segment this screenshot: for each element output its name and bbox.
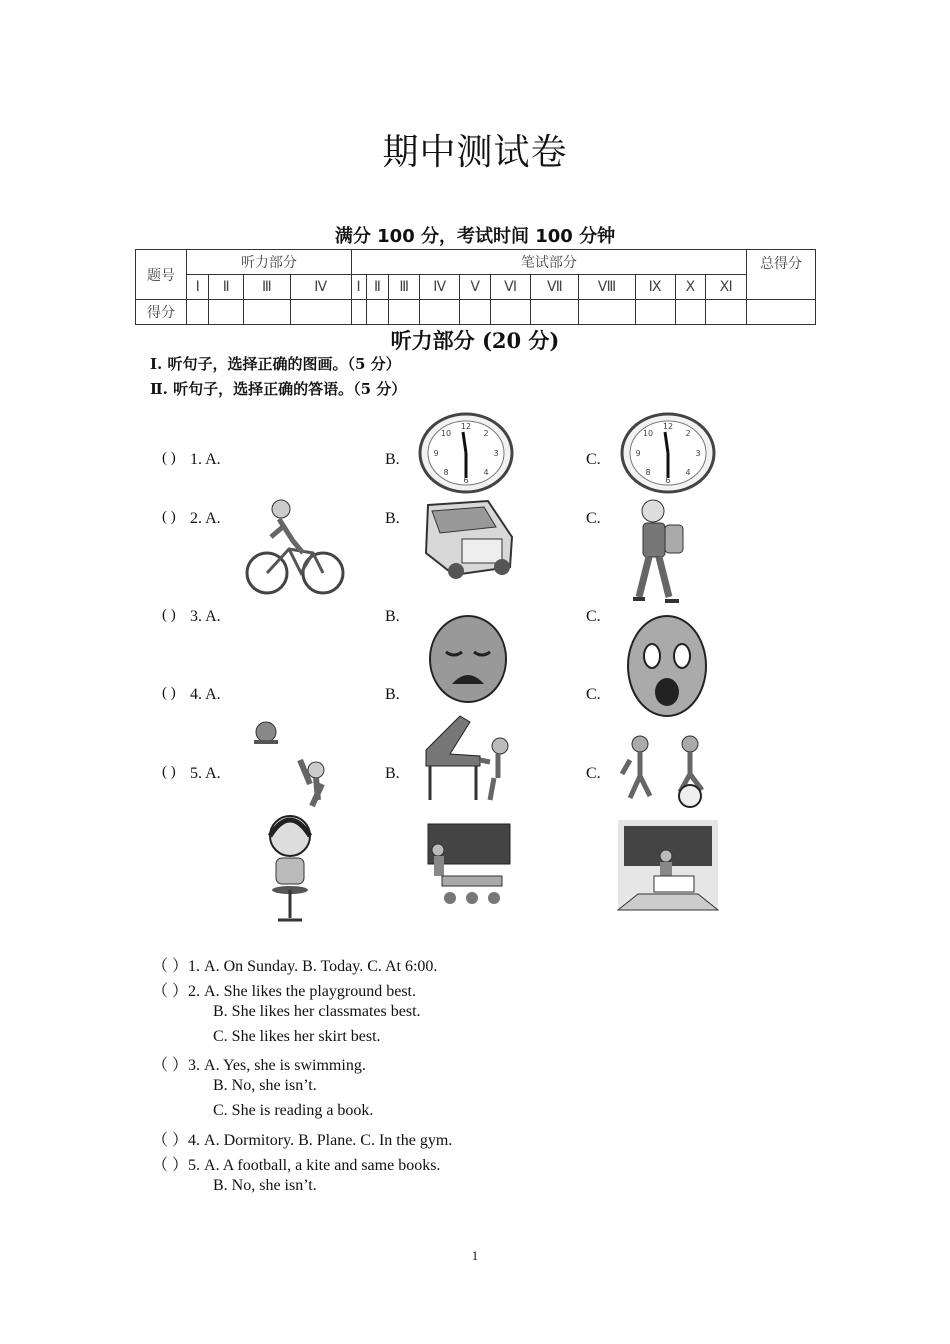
option-c-label: C. [586,686,601,703]
numeral-cell: Ⅲ [389,275,420,300]
score-input-cell[interactable] [460,300,491,325]
clock-picture [620,412,716,494]
option-c-label: C. [586,510,601,527]
table-header-row [136,250,816,275]
score-input-cell[interactable] [187,300,209,325]
score-input-cell[interactable] [579,300,635,325]
score-input-cell[interactable] [244,300,291,325]
section-2-title: Ⅱ. 听句子，选择正确的答语。（5 分） [150,380,407,398]
option-line: B. She likes her classmates best. [213,1003,421,1020]
option-c-label: C. [586,765,601,782]
score-row [136,300,816,325]
svg-text:12: 12 [662,422,674,431]
question-line: 5. A. A football, a kite and same books. [188,1157,441,1174]
walking-boy-picture [625,497,691,607]
numeral-cell: Ⅺ [706,275,747,300]
svg-text:2: 2 [685,429,691,438]
listening-header-cell: 听力部分 [187,250,352,275]
answer-blank[interactable]: ( ) [162,450,176,466]
numeral-cell: Ⅸ [635,275,675,300]
option-line: B. No, she isn’t. [213,1177,317,1194]
numeral-cell: Ⅳ [420,275,460,300]
football-picture [618,734,718,808]
bus-picture [418,497,514,581]
svg-text:9: 9 [433,449,439,458]
score-input-cell[interactable] [675,300,706,325]
question-line: 4. A. Dormitory. B. Plane. C. In the gym. [188,1132,453,1149]
clock-picture [418,412,514,494]
numeral-cell: Ⅷ [579,275,635,300]
page-title: 期中测试卷 [382,132,568,173]
question-line: 2. A. She likes the playground best. [188,983,416,1000]
option-a-label: 4. A. [190,686,221,703]
basketball-picture [246,720,342,810]
surprised-face-picture [626,614,708,718]
bike-picture [243,497,347,597]
svg-text:10: 10 [440,429,452,438]
answer-blank[interactable]: （ ） [152,1132,189,1149]
answer-blank[interactable]: （ ） [152,983,189,1000]
piano-picture [420,710,516,806]
answer-blank[interactable]: ( ) [162,764,176,780]
score-input-cell[interactable] [389,300,420,325]
section-1-title: Ⅰ. 听句子，选择正确的图画。（5 分） [150,355,401,373]
svg-text:9: 9 [635,449,641,458]
option-a-label: 3. A. [190,608,221,625]
svg-text:10: 10 [642,429,654,438]
svg-text:4: 4 [685,468,691,477]
score-label-cell: 得分 [136,300,187,325]
question-line: 1. A. On Sunday. B. Today. C. At 6:00. [188,958,438,975]
option-line: C. She likes her skirt best. [213,1028,381,1045]
numeral-cell: Ⅰ [351,275,366,300]
svg-text:3: 3 [695,449,701,458]
numeral-cell: Ⅵ [490,275,530,300]
option-a-label: 2. A. [190,510,221,527]
score-input-cell[interactable] [351,300,366,325]
writing-header-cell: 笔试部分 [351,250,746,275]
answer-blank[interactable]: ( ) [162,509,176,525]
score-input-cell[interactable] [706,300,747,325]
score-input-cell[interactable] [531,300,579,325]
option-line: B. No, she isn’t. [213,1077,317,1094]
score-input-cell[interactable] [209,300,244,325]
option-c-label: C. [586,608,601,625]
option-b-label: B. [385,608,400,625]
answer-blank[interactable]: （ ） [152,1157,189,1174]
svg-text:8: 8 [443,468,449,477]
option-c-label: C. [586,451,601,468]
exam-subtitle: 满分 100 分，考试时间 100 分钟 [334,226,616,247]
music-girl-picture [250,808,330,924]
option-a-label: 5. A. [190,765,221,782]
option-b-label: B. [385,510,400,527]
listening-heading: 听力部分 (20 分) [390,328,560,353]
svg-text:4: 4 [483,468,489,477]
svg-text:8: 8 [645,468,651,477]
answer-blank[interactable]: （ ） [152,1057,189,1074]
score-input-cell[interactable] [290,300,351,325]
option-line: C. She is reading a book. [213,1102,374,1119]
answer-blank[interactable]: ( ) [162,607,176,623]
classroom-picture [422,820,516,910]
numeral-cell: Ⅱ [366,275,389,300]
numeral-cell: Ⅴ [460,275,491,300]
question-label-cell: 题号 [136,250,187,300]
option-b-label: B. [385,765,400,782]
numeral-cell: Ⅱ [209,275,244,300]
score-input-cell[interactable] [635,300,675,325]
option-b-label: B. [385,686,400,703]
option-a-label: 1. A. [190,451,221,468]
stage-picture [618,820,718,910]
total-header-cell: 总得分 [747,250,816,300]
score-input-cell[interactable] [366,300,389,325]
table-numeral-row [136,275,816,300]
svg-text:2: 2 [483,429,489,438]
numeral-cell: Ⅹ [675,275,706,300]
numeral-cell: Ⅶ [531,275,579,300]
numeral-cell: Ⅲ [244,275,291,300]
svg-text:6: 6 [665,476,671,485]
page-number: 1 [471,1248,479,1263]
answer-blank[interactable]: ( ) [162,685,176,701]
score-table [135,249,816,325]
question-line: 3. A. Yes, she is swimming. [188,1057,366,1074]
svg-text:12: 12 [460,422,472,431]
numeral-cell: Ⅰ [187,275,209,300]
sad-face-picture [428,614,508,704]
answer-blank[interactable]: （ ） [152,958,189,975]
option-b-label: B. [385,451,400,468]
total-score-cell[interactable] [747,300,816,325]
svg-text:6: 6 [463,476,469,485]
numeral-cell: Ⅳ [290,275,351,300]
score-input-cell[interactable] [420,300,460,325]
score-input-cell[interactable] [490,300,530,325]
svg-text:3: 3 [493,449,499,458]
